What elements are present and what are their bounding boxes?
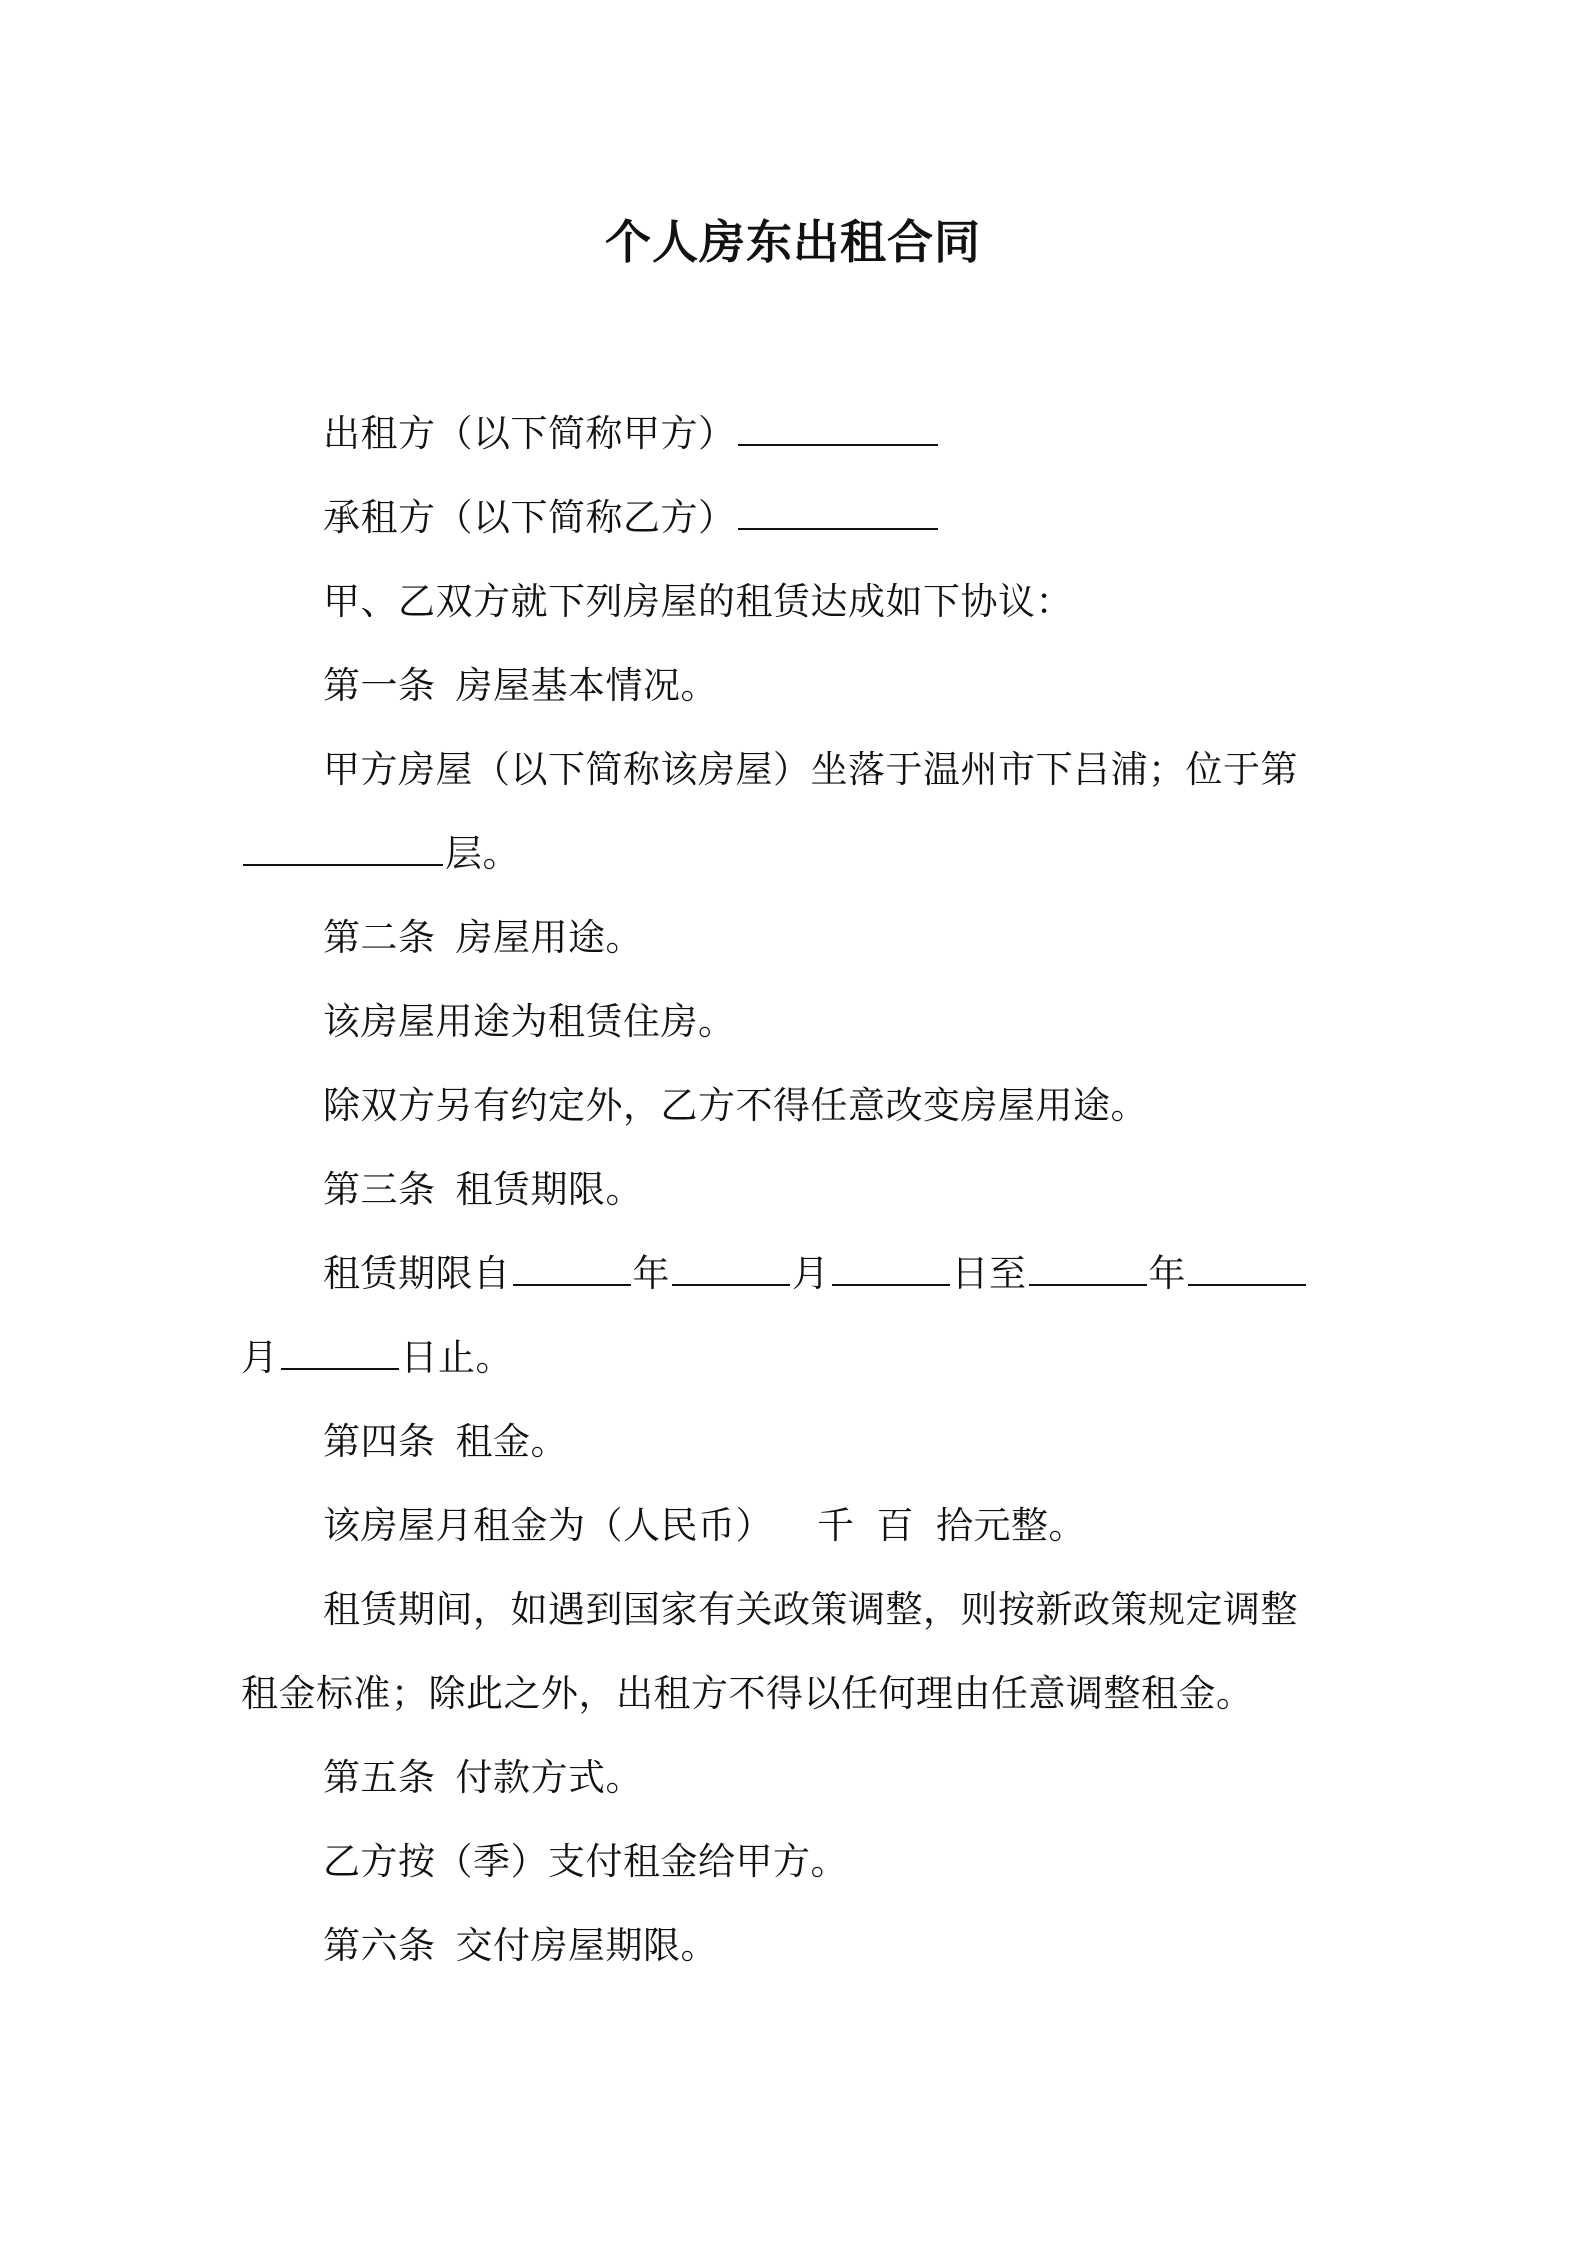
article-1-heading bbox=[323, 660, 718, 712]
end-year-blank bbox=[1029, 1252, 1147, 1286]
lessee-line bbox=[323, 492, 940, 544]
start-year-blank bbox=[513, 1252, 631, 1286]
start-month-blank bbox=[672, 1252, 790, 1286]
lessee-label: 承租方（以下简称乙方） bbox=[323, 496, 736, 539]
end-year-label: 年 bbox=[1148, 1252, 1186, 1295]
article-1-title: 房屋基本情况。 bbox=[455, 664, 718, 707]
start-day-label: 日至 bbox=[951, 1252, 1027, 1295]
lessor-blank bbox=[738, 412, 938, 446]
article-1-number: 第一条 bbox=[323, 664, 436, 707]
article-5-title: 付款方式。 bbox=[455, 1756, 643, 1799]
start-day-blank bbox=[832, 1252, 950, 1286]
article-2-text-1: 该房屋用途为租赁住房。 bbox=[323, 1000, 736, 1043]
article-2-number: 第二条 bbox=[323, 916, 436, 959]
end-month-label: 月 bbox=[241, 1336, 279, 1379]
article-4-rent-line bbox=[323, 1500, 1086, 1552]
article-1-text-b-line bbox=[241, 828, 520, 880]
article-6-title: 交付房屋期限。 bbox=[455, 1924, 718, 1967]
article-1-text-b: 层。 bbox=[445, 832, 520, 875]
article-6-heading bbox=[323, 1920, 718, 1972]
article-3-heading bbox=[323, 1164, 643, 1216]
intro-line: 甲、乙双方就下列房屋的租赁达成如下协议： bbox=[323, 580, 1073, 623]
term-end: 日止。 bbox=[400, 1336, 513, 1379]
article-5-text: 乙方按（季）支付租金给甲方。 bbox=[323, 1840, 848, 1883]
article-4-text-2a: 租赁期间，如遇到国家有关政策调整，则按新政策规定调整 bbox=[323, 1588, 1298, 1631]
article-4-text-2b: 租金标准；除此之外，出租方不得以任何理由任意调整租金。 bbox=[241, 1672, 1254, 1715]
article-3-title: 租赁期限。 bbox=[455, 1168, 643, 1211]
term-prefix: 租赁期限自 bbox=[323, 1252, 511, 1295]
rent-hundred: 百 bbox=[876, 1504, 914, 1547]
floor-blank bbox=[243, 832, 443, 866]
article-2-heading bbox=[323, 912, 643, 964]
article-5-heading bbox=[323, 1752, 643, 1804]
end-day-blank bbox=[281, 1336, 399, 1370]
article-4-title: 租金。 bbox=[455, 1420, 568, 1463]
article-1-text-a: 甲方房屋（以下简称该房屋）坐落于温州市下吕浦；位于第 bbox=[323, 748, 1298, 791]
article-4-heading bbox=[323, 1416, 568, 1468]
lessor-label: 出租方（以下简称甲方） bbox=[323, 412, 736, 455]
article-4-number: 第四条 bbox=[323, 1420, 436, 1463]
rent-thousand: 千 bbox=[817, 1504, 855, 1547]
lessee-blank bbox=[738, 496, 938, 530]
article-3-term-line-1 bbox=[323, 1248, 1308, 1300]
article-3-term-line-2 bbox=[241, 1332, 513, 1384]
page-title: 个人房东出租合同 bbox=[605, 215, 981, 269]
end-month-blank bbox=[1188, 1252, 1306, 1286]
start-month-label: 月 bbox=[792, 1252, 830, 1295]
rent-prefix: 该房屋月租金为（人民币） bbox=[323, 1504, 773, 1547]
start-year-label: 年 bbox=[632, 1252, 670, 1295]
article-2-title: 房屋用途。 bbox=[455, 916, 643, 959]
article-2-text-2: 除双方另有约定外，乙方不得任意改变房屋用途。 bbox=[323, 1084, 1148, 1127]
article-5-number: 第五条 bbox=[323, 1756, 436, 1799]
rent-suffix: 拾元整。 bbox=[936, 1504, 1086, 1547]
article-6-number: 第六条 bbox=[323, 1924, 436, 1967]
lessor-line bbox=[323, 408, 940, 460]
article-3-number: 第三条 bbox=[323, 1168, 436, 1211]
